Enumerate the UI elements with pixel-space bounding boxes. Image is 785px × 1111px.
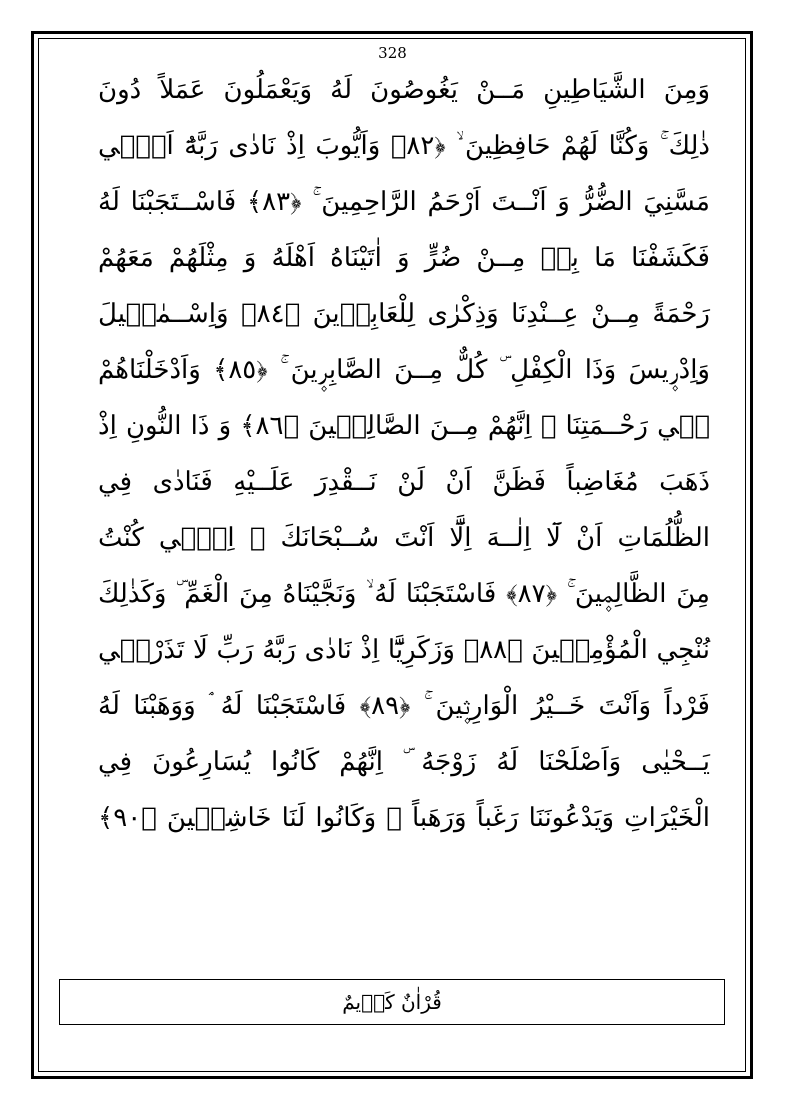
- text-line: وَاِدْر۪يسَ وَذَا الْكِفْلِ ۜ كُلٌّ مِــنَ الصَّابِر۪ينَ ۚ ﴿٨٥﴾ وَاَدْخَلْنَاهُمْ: [98, 355, 710, 385]
- page-number: 328: [378, 44, 407, 62]
- quran-text-block: [98, 62, 710, 846]
- footer-title-box: [59, 979, 725, 1025]
- text-line: رَحْمَةً مِــنْ عِــنْدِنَا وَذِكْرٰى لِلْعَابِد۪ينَ ﴿٨٤﴾ وَاِسْــمٰع۪يلَ: [98, 299, 710, 329]
- text-line: يَــحْيٰى وَاَصْلَحْنَا لَهُ زَوْجَهُ ۜ اِنَّهُمْ كَانُوا يُسَارِعُونَ فِي: [98, 747, 710, 777]
- text-line: فَكَشَفْنَا مَا بِه۪ مِــنْ ضُرٍّ وَ اٰتَيْنَاهُ اَهْلَهُ وَ مِثْلَهُمْ مَعَهُمْ: [98, 243, 710, 273]
- text-line: الْخَيْرَاتِ وَيَدْعُونَنَا رَغَباً وَرَهَباً ۜ وَكَانُوا لَنَا خَاشِع۪ينَ ﴿٩٠﴾: [98, 803, 710, 833]
- text-line: ف۪ي رَحْــمَتِنَا ۜ اِنَّهُمْ مِــنَ الصَّالِح۪ينَ ﴿٨٦﴾ وَ ذَا النُّونِ اِذْ: [98, 411, 710, 441]
- text-line: مَسَّنِيَ الضُّرُّ وَ اَنْــتَ اَرْحَمُ الرَّاحِمِينَ ۚ ﴿٨٣﴾ فَاسْــتَجَبْنَا لَهُ: [98, 187, 710, 217]
- footer-title: قُرْاٰنٌ كَر۪يمٌ: [342, 990, 442, 1014]
- text-line: نُنْجِي الْمُؤْمِن۪ينَ ﴿٨٨﴾ وَزَكَرِيَّٓا اِذْ نَادٰى رَبَّهُ رَبِّ لَا تَذَرْن۪ي: [98, 635, 711, 665]
- text-line: ذَهَبَ مُغَاضِباً فَظَنَّ اَنْ لَنْ نَــقْدِرَ عَلَــيْهِ فَنَادٰى فِي: [98, 467, 710, 497]
- text-line: مِنَ الظَّالِم۪ينَ ۚ ﴿٨٧﴾ فَاسْتَجَبْنَا لَهُ ۙ وَنَجَّيْنَاهُ مِنَ الْغَمِّ ۜ وَكَذٰلِكَ: [98, 579, 710, 609]
- text-line: فَرْداً وَاَنْتَ خَــيْرُ الْوَارِث۪ينَ ۚ ﴿٨٩﴾ فَاسْتَجَبْنَا لَهُ ۘ وَوَهَبْنَا لَهُ: [98, 691, 710, 721]
- text-line: وَمِنَ الشَّيَاطِينِ مَــنْ يَغُوصُونَ لَهُ وَيَعْمَلُونَ عَمَلاً دُونَ: [98, 75, 710, 105]
- text-line: ذٰلِكَ ۚ وَكُنَّا لَهُمْ حَافِظِينَ ۙ ﴿٨٢﴾ وَاَيُّوبَ اِذْ نَادٰى رَبَّهُٓ اَنّ۪ي: [98, 131, 711, 161]
- text-line: الظُّلُمَاتِ اَنْ لَٓا اِلٰــهَ اِلَّٓا اَنْتَ سُــبْحَانَكَ ۗ اِنّ۪ي كُنْتُ: [98, 523, 710, 553]
